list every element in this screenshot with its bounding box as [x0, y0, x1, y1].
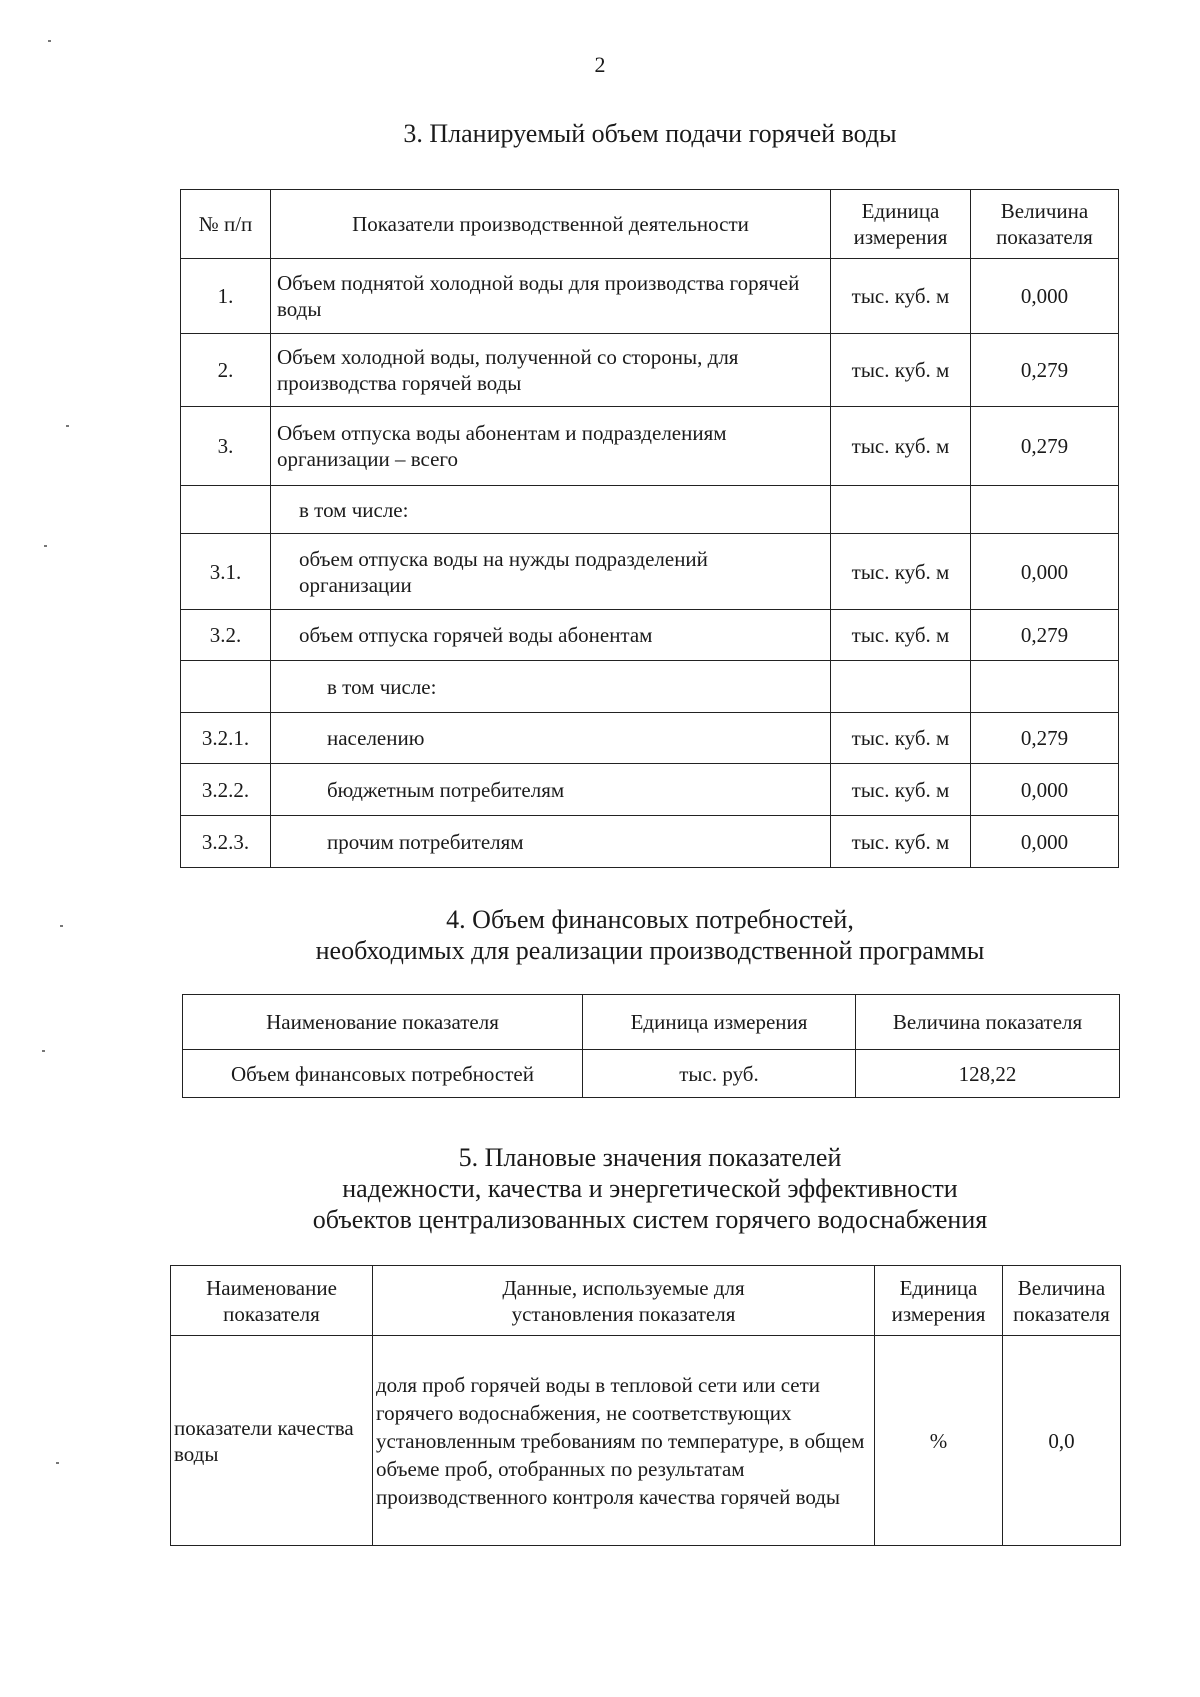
row-unit: %: [875, 1336, 1003, 1546]
scan-speck: [66, 425, 69, 427]
table-header-row: [181, 190, 1119, 259]
row-unit: тыс. куб. м: [831, 610, 971, 661]
row-num: 3.: [181, 407, 271, 486]
section5-title-line1: 5. Плановые значения показателей: [458, 1143, 842, 1172]
row-num: 3.2.1.: [181, 713, 271, 764]
col-header-name: Наименование показателя: [171, 1266, 373, 1336]
table-row: [171, 1336, 1121, 1546]
page-number: 2: [594, 52, 606, 77]
row-value: 0,279: [971, 713, 1119, 764]
row-unit: тыс. куб. м: [831, 764, 971, 816]
row-value: 128,22: [856, 1050, 1120, 1098]
row-unit: тыс. куб. м: [831, 407, 971, 486]
col-header-unit: Единица измерения: [831, 190, 971, 259]
table-row: [181, 816, 1119, 868]
row-value: [971, 486, 1119, 534]
col-header-num: № п/п: [181, 190, 271, 259]
row-unit: тыс. куб. м: [831, 259, 971, 334]
col-header-indicator: Показатели производственной деятельности: [271, 190, 831, 259]
row-num: 2.: [181, 334, 271, 407]
table-row: [181, 610, 1119, 661]
row-num: 3.2.: [181, 610, 271, 661]
row-value: 0,000: [971, 534, 1119, 610]
row-indicator: населению: [271, 713, 831, 764]
table-row: [181, 534, 1119, 610]
row-num: [181, 661, 271, 713]
table-row: [183, 1050, 1120, 1098]
row-value: 0,279: [971, 407, 1119, 486]
row-num: 3.2.3.: [181, 816, 271, 868]
scan-speck: [42, 1050, 45, 1052]
row-value: 0,000: [971, 259, 1119, 334]
row-name: показатели качества воды: [171, 1336, 373, 1546]
row-value: 0,0: [1003, 1336, 1121, 1546]
section4-title-line1: 4. Объем финансовых потребностей,: [446, 905, 854, 934]
table-header-row: [171, 1266, 1121, 1336]
row-value: 0,000: [971, 764, 1119, 816]
supply-volume-table: [180, 189, 1119, 868]
row-indicator: в том числе:: [271, 661, 831, 713]
row-value: [971, 661, 1119, 713]
row-indicator: Объем холодной воды, полученной со стороны, для производства горячей воды: [271, 334, 831, 407]
row-indicator: Объем отпуска воды абонентам и подразделениям организации – всего: [271, 407, 831, 486]
row-indicator: объем отпуска горячей воды абонентам: [271, 610, 831, 661]
col-header-value: Величина показателя: [1003, 1266, 1121, 1336]
row-unit: [831, 486, 971, 534]
table-header-row: [183, 995, 1120, 1050]
row-value: 0,279: [971, 334, 1119, 407]
row-indicator: прочим потребителям: [271, 816, 831, 868]
row-value: 0,000: [971, 816, 1119, 868]
table-row: [181, 661, 1119, 713]
section4-title-line2: необходимых для реализации производственной программы: [315, 936, 985, 965]
row-num: [181, 486, 271, 534]
table-row: [181, 259, 1119, 334]
col-header-data: Данные, используемые для установления показателя: [373, 1266, 875, 1336]
row-value: 0,279: [971, 610, 1119, 661]
table-row: [181, 713, 1119, 764]
row-unit: тыс. куб. м: [831, 334, 971, 407]
row-indicator: бюджетным потребителям: [271, 764, 831, 816]
row-indicator: в том числе:: [271, 486, 831, 534]
col-header-name: Наименование показателя: [183, 995, 583, 1050]
section3-title: 3. Планируемый объем подачи горячей воды: [403, 119, 897, 148]
row-unit: [831, 661, 971, 713]
financial-needs-table: [182, 994, 1120, 1098]
scan-speck: [60, 925, 63, 927]
section5-title-line3: объектов централизованных систем горячего водоснабжения: [312, 1205, 988, 1234]
col-header-unit: Единица измерения: [875, 1266, 1003, 1336]
section5-title-line2: надежности, качества и энергетической эффективности: [342, 1174, 958, 1203]
table-row: [181, 334, 1119, 407]
col-header-unit: Единица измерения: [583, 995, 856, 1050]
table-row: [181, 486, 1119, 534]
row-data: доля проб горячей воды в тепловой сети или сети горячего водоснабжения, не соответствующих установленным требованиям по температуре, в общем объеме проб, отобранных по результатам производственного контроля качества горячей воды: [373, 1336, 875, 1546]
col-header-value: Величина показателя: [856, 995, 1120, 1050]
table-row: [181, 764, 1119, 816]
row-num: 3.2.2.: [181, 764, 271, 816]
scan-speck: [44, 545, 47, 547]
row-unit: тыс. куб. м: [831, 534, 971, 610]
scan-speck: [56, 1462, 59, 1464]
row-name: Объем финансовых потребностей: [183, 1050, 583, 1098]
row-unit: тыс. куб. м: [831, 816, 971, 868]
scan-speck: [48, 40, 51, 42]
section4-title: [180, 904, 1120, 966]
row-num: 3.1.: [181, 534, 271, 610]
row-indicator: объем отпуска воды на нужды подразделений организации: [271, 534, 831, 610]
col-header-value: Величина показателя: [971, 190, 1119, 259]
row-unit: тыс. руб.: [583, 1050, 856, 1098]
row-num: 1.: [181, 259, 271, 334]
row-indicator: Объем поднятой холодной воды для производства горячей воды: [271, 259, 831, 334]
row-unit: тыс. куб. м: [831, 713, 971, 764]
section5-title: [180, 1142, 1120, 1235]
quality-indicators-table: [170, 1265, 1121, 1546]
table-row: [181, 407, 1119, 486]
